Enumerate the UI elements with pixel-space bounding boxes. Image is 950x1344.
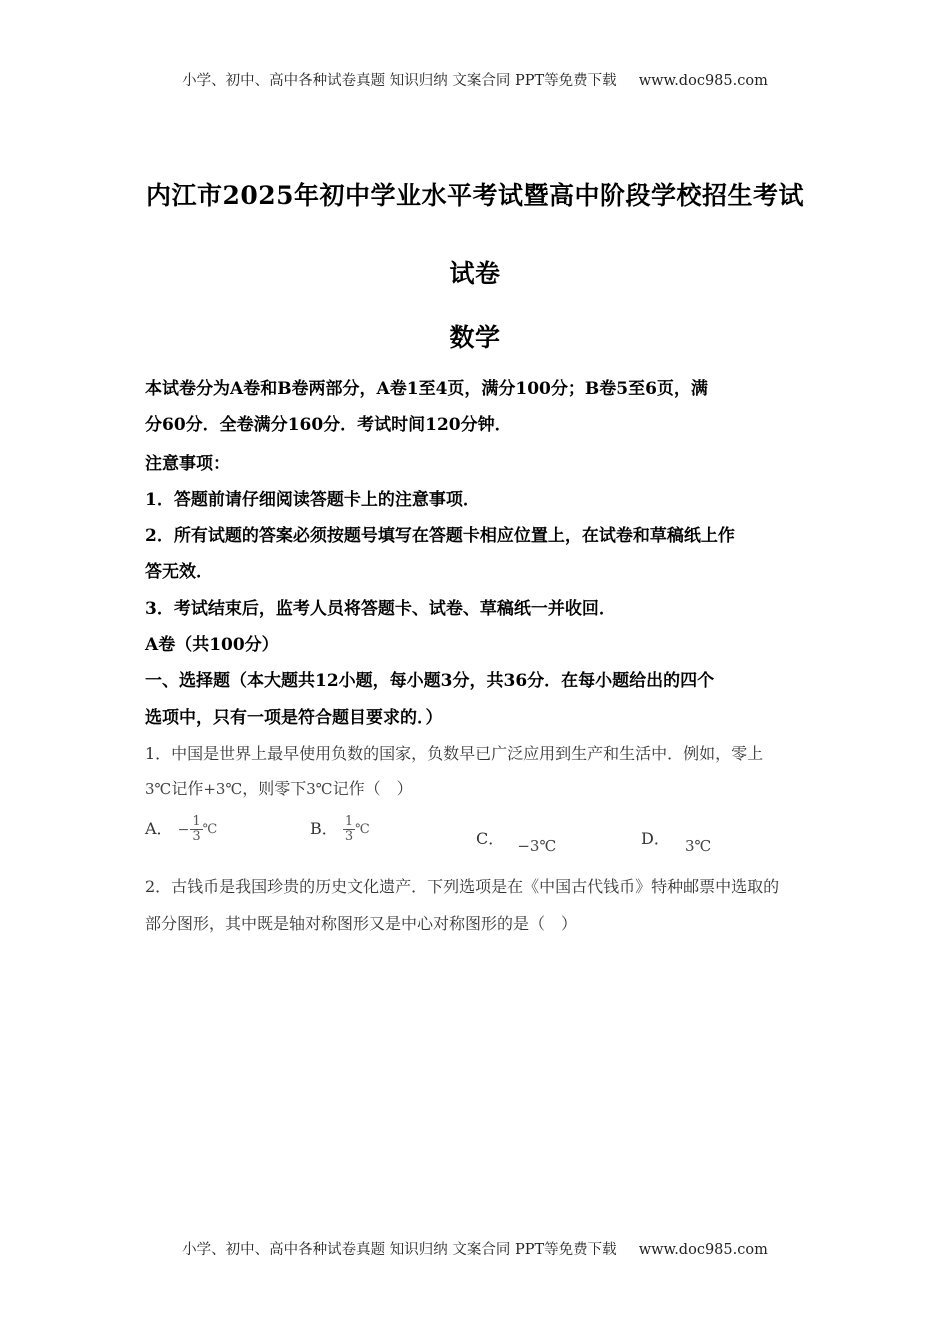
q1-option-b[interactable] [310,815,370,844]
option-value: 3℃ [684,837,712,855]
note-item-2-cont: 答无效． [145,562,213,582]
q1-math-3: 3℃ [306,780,333,798]
notes-heading: 注意事项： [145,454,230,474]
part1-heading-cont: 选项中，只有一项是符合题目要求的．） [145,708,443,728]
part1-heading: 一、选择题（本大题共12小题，每小题3分，共36分．在每小题给出的四个 [145,671,715,691]
section-a-heading: A卷（共100分） [145,635,279,655]
note-item-2: 2．所有试题的答案必须按题号填写在答题卡相应位置上，在试卷和草稿纸上作 [145,526,735,546]
option-label: A． [145,819,173,838]
question-1-line-1: 1．中国是世界上最早使用负数的国家，负数早已广泛应用到生产和生活中．例如，零上 [145,744,764,763]
note-item-3: 3．考试结束后，监考人员将答题卡、试卷、草稿纸一并收回． [145,599,616,619]
option-label: C． [476,829,505,848]
option-unit: ℃ [202,822,218,837]
footer-text: 小学、初中、高中各种试卷真题 知识归纳 文案合同 PPT等免费下载 [182,1242,617,1258]
intro-line-1: 本试卷分为A卷和B卷两部分，A卷1至4页，满分100分；B卷5至6页，满 [145,379,708,399]
option-label: B． [310,819,338,838]
q1-text-2: ，则零下 [242,779,307,798]
option-unit: ℃ [355,822,370,837]
question-1-line-2 [145,776,413,799]
question-2-line-2: 部分图形，其中既是轴对称图形又是中心对称图形的是（ ） [145,914,578,933]
footer-url[interactable]: www.doc985.com [638,1242,768,1258]
option-fraction: $\frac{1}{3}$ [344,814,354,844]
q1-option-d[interactable] [641,826,712,855]
option-label: D． [641,829,670,848]
q1-text-1: 记作 [171,779,204,798]
q1-math-1: 3℃ [145,780,172,798]
header-text: 小学、初中、高中各种试卷真题 知识归纳 文案合同 PPT等免费下载 [182,73,617,89]
intro-line-2: 分60分．全卷满分160分．考试时间120分钟． [145,415,512,435]
q1-option-c[interactable] [476,826,557,855]
q1-option-a[interactable] [145,815,217,844]
option-fraction: $\frac{1}{3}$ [192,814,201,844]
option-sign: − [177,821,190,838]
page-header [0,69,950,90]
q1-math-2: +3℃ [203,780,243,798]
header-url[interactable]: www.doc985.com [638,73,768,89]
page-footer [0,1238,950,1259]
subject-title: 数学 [449,323,501,352]
question-2-line-1: 2．古钱币是我国珍贵的历史文化遗产．下列选项是在《中国古代钱币》特种邮票中选取的 [145,877,780,896]
q1-text-3: 记作（ ） [332,779,413,798]
note-item-1: 1．答题前请仔细阅读答题卡上的注意事项． [145,490,480,510]
exam-title-cont: 试卷 [449,259,501,288]
exam-title: 内江市2025年初中学业水平考试暨高中阶段学校招生考试 [145,181,805,210]
option-value: −3℃ [517,837,557,855]
